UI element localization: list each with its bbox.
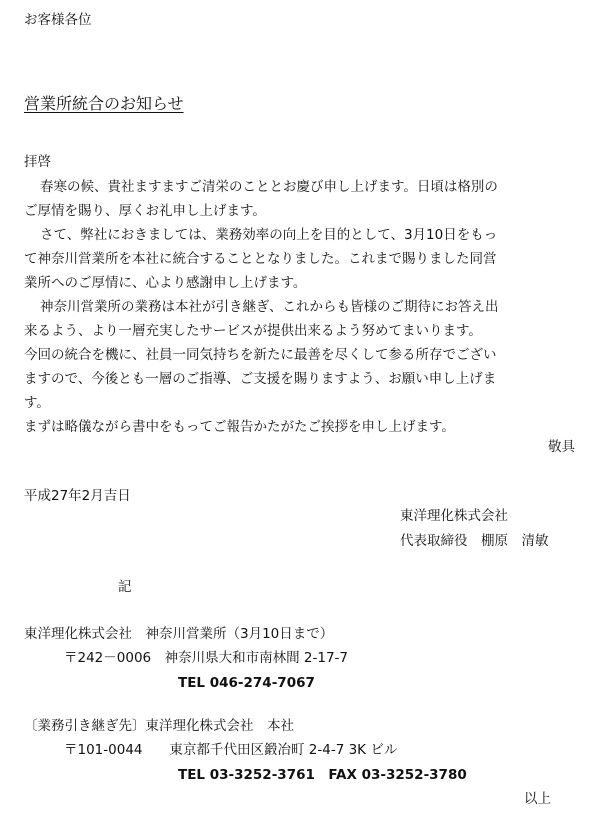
- body-line: 春寒の候、貴社ますますご清栄のこととお慶び申し上げます。日頃は格別の: [40, 179, 498, 195]
- ki-heading: 記: [118, 579, 132, 595]
- salutation: 拝啓: [24, 154, 51, 170]
- sender-representative: 代表取締役 棚原 清敏: [400, 533, 549, 549]
- page-title: 営業所統合のお知らせ: [24, 94, 184, 113]
- body-line: て神奈川営業所を本社に統合することとなりました。これまで賜りました同営: [24, 251, 497, 267]
- body-line: ますので、今後とも一層のご指導、ご支援を賜りますよう、お願い申し上げま: [24, 371, 497, 387]
- body-line: 神奈川営業所の業務は本社が引き継ぎ、これからも皆様のご期待にお答え出: [40, 299, 499, 315]
- body-line: さて、弊社におきましては、業務効率の向上を目的として、3月10日をもっ: [40, 227, 498, 243]
- closing: 敬具: [548, 439, 575, 455]
- office-new-tel: TEL 03-3252-3761 FAX 03-3252-3780: [178, 767, 467, 783]
- office-old-name: 東洋理化株式会社 神奈川営業所（3月10日まで）: [24, 626, 334, 642]
- addressee: お客様各位: [24, 12, 92, 28]
- body-line: 業所へのご厚情に、心より感謝申し上げます。: [24, 275, 307, 291]
- body-line: す。: [24, 395, 50, 411]
- date: 平成27年2月吉日: [24, 488, 131, 504]
- office-old-address: 〒242－0006 神奈川県大和市南林間 2-17-7: [64, 650, 349, 666]
- office-new-address: 〒101-0044 東京都千代田区鍛冶町 2-4-7 3K ビル: [64, 742, 398, 758]
- office-old-tel: TEL 046-274-7067: [178, 675, 315, 691]
- office-new-name: 〔業務引き継ぎ先〕東洋理化株式会社 本社: [24, 718, 294, 734]
- body-line: ご厚情を賜り、厚くお礼申し上げます。: [24, 203, 266, 219]
- body-line: 来るよう、より一層充実したサービスが提供出来るよう努めてまいります。: [24, 323, 482, 339]
- sender-company: 東洋理化株式会社: [400, 508, 508, 524]
- body-line: 今回の統合を機に、社員一同気持ちを新たに最善を尽くして参る所存でござい: [24, 347, 497, 363]
- end-mark: 以上: [524, 791, 551, 807]
- body-line: まずは略儀ながら書中をもってご報告かたがたご挨拶を申し上げます。: [24, 419, 455, 435]
